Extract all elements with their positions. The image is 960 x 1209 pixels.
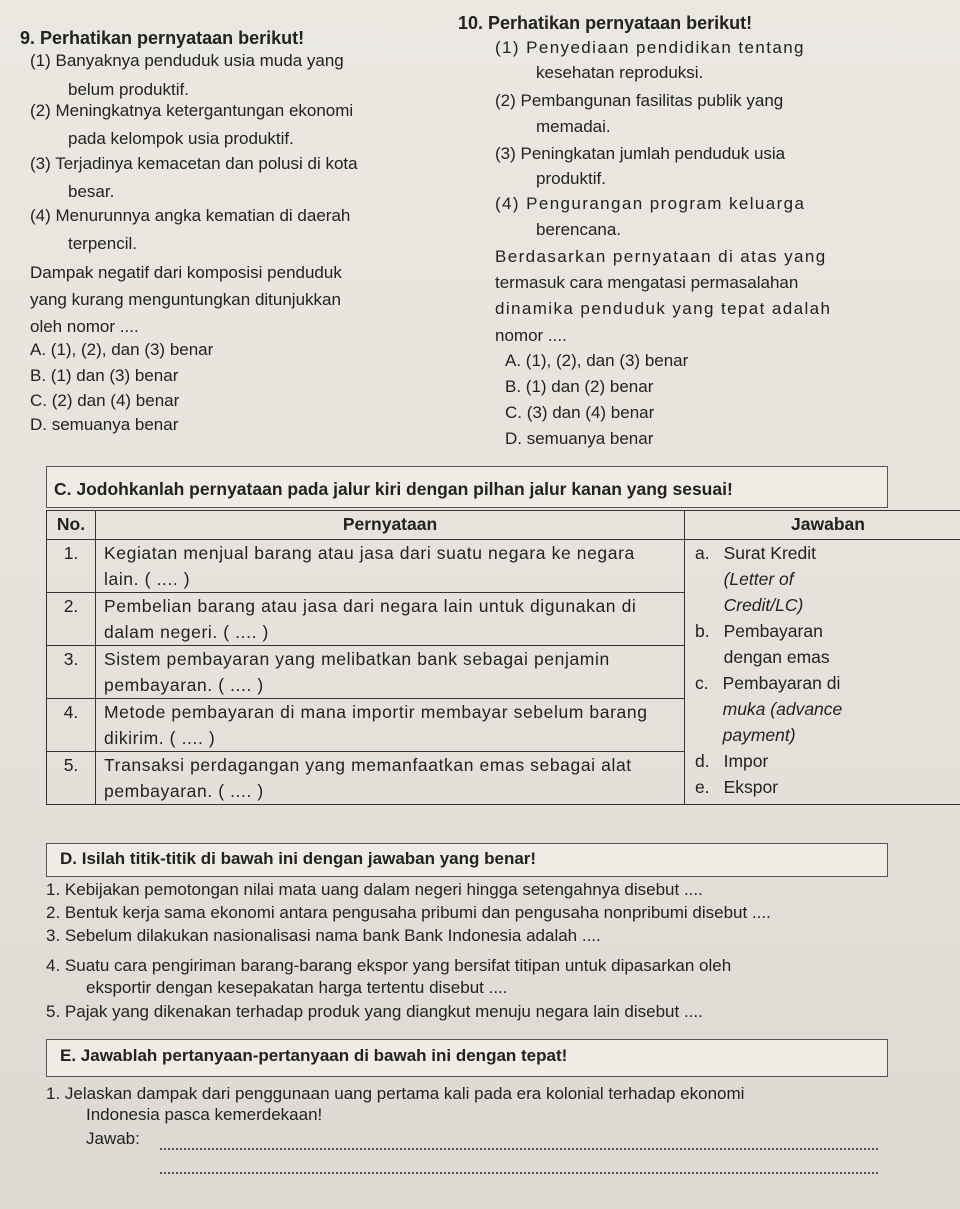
answer-line: Impor: [723, 751, 769, 771]
answer-options: [685, 540, 960, 805]
statement-line: Transaksi perdagangan yang memanfaatkan emas sebagai alat: [104, 755, 632, 775]
d-item-3: 3. Sebelum dilakukan nasionalisasi nama bank Bank Indonesia adalah ....: [46, 926, 601, 945]
q9-item-4: (4) Menurunnya angka kematian di daerah: [30, 206, 351, 225]
d-item-5: 5. Pajak yang dikenakan terhadap produk yang diangkut menuju negara lain disebut ....: [46, 1002, 703, 1021]
q9-item-4-cont: terpencil.: [68, 234, 137, 253]
q10-item-4: (4) Pengurangan program keluarga: [495, 194, 806, 213]
statement-line: Kegiatan menjual barang atau jasa dari suatu negara ke negara: [104, 543, 635, 563]
statement-line: dalam negeri. ( .... ): [104, 622, 269, 642]
q10-item-3-cont: produktif.: [536, 169, 606, 188]
answer-option-c: [695, 670, 960, 748]
section-e-title: E. Jawablah pertanyaan-pertanyaan di bawah ini dengan tepat!: [60, 1046, 568, 1065]
q10-item-2-cont: memadai.: [536, 117, 611, 136]
d-item-2: 2. Bentuk kerja sama ekonomi antara pengusaha pribumi dan pengusaha nonpribumi disebut ....: [46, 903, 771, 922]
statement-line: Pembelian barang atau jasa dari negara lain untuk digunakan di: [104, 596, 637, 616]
row-statement: [96, 699, 685, 752]
row-number: 2.: [47, 593, 96, 646]
row-number: 5.: [47, 752, 96, 805]
answer-line: Ekspor: [723, 777, 779, 797]
answer-line: Pembayaran: [723, 621, 823, 641]
answer-line: (Letter of: [723, 569, 794, 589]
row-number: 3.: [47, 646, 96, 699]
q9-item-1-cont: belum produktif.: [68, 80, 189, 99]
answer-label: Jawab:: [86, 1129, 140, 1148]
q9-title: 9. Perhatikan pernyataan berikut!: [20, 28, 305, 48]
answer-option-d: [695, 748, 960, 774]
e-question-1: 1. Jelaskan dampak dari penggunaan uang pertama kali pada era kolonial terhadap ekonomi: [46, 1084, 745, 1103]
row-statement: [96, 646, 685, 699]
answer-letter: e.: [695, 777, 710, 797]
q10-question-line-2: termasuk cara mengatasi permasalahan: [495, 273, 799, 292]
statement-line: Sistem pembayaran yang melibatkan bank sebagai penjamin: [104, 649, 610, 669]
row-number: 1.: [47, 540, 96, 593]
row-number: 4.: [47, 699, 96, 752]
answer-line: Credit/LC): [723, 595, 804, 615]
section-c-title: C. Jodohkanlah pernyataan pada jalur kiri dengan pilhan jalur kanan yang sesuai!: [54, 479, 733, 499]
d-item-1: 1. Kebijakan pemotongan nilai mata uang dalam negeri hingga setengahnya disebut ....: [46, 880, 703, 899]
answer-letter: a.: [695, 543, 710, 563]
q10-option-a: A. (1), (2), dan (3) benar: [505, 351, 689, 370]
answer-option-a: [695, 540, 960, 618]
q9-item-3: (3) Terjadinya kemacetan dan polusi di kota: [30, 154, 358, 173]
d-item-4: 4. Suatu cara pengiriman barang-barang ekspor yang bersifat titipan untuk dipasarkan oleh: [46, 956, 732, 975]
answer-line: muka (advance: [722, 699, 843, 719]
answer-letter: d.: [695, 751, 710, 771]
q9-option-a: A. (1), (2), dan (3) benar: [30, 340, 214, 359]
answer-line: Pembayaran di: [722, 673, 841, 693]
row-statement: [96, 593, 685, 646]
q10-option-b: B. (1) dan (2) benar: [505, 377, 654, 396]
answer-line: payment): [722, 725, 796, 745]
matching-table: [46, 510, 960, 805]
q9-option-d: D. semuanya benar: [30, 415, 179, 434]
q10-item-2: (2) Pembangunan fasilitas publik yang: [495, 91, 784, 110]
table-header-answer: Jawaban: [685, 511, 960, 540]
answer-line-1[interactable]: [160, 1148, 878, 1150]
statement-line: dikirim. ( .... ): [104, 728, 216, 748]
q10-item-4-cont: berencana.: [536, 220, 622, 239]
q10-item-3: (3) Peningkatan jumlah penduduk usia: [495, 144, 786, 163]
q9-question-line-2: yang kurang menguntungkan ditunjukkan: [30, 290, 341, 309]
table-header-no: No.: [47, 511, 96, 540]
q9-item-2-cont: pada kelompok usia produktif.: [68, 129, 294, 148]
q9-item-2: (2) Meningkatnya ketergantungan ekonomi: [30, 101, 354, 120]
q9-question-line-3: oleh nomor ....: [30, 317, 139, 336]
q10-item-1-cont: kesehatan reproduksi.: [536, 63, 704, 82]
e-question-1-cont: Indonesia pasca kemerdekaan!: [86, 1105, 323, 1124]
q10-question-line-1: Berdasarkan pernyataan di atas yang: [495, 247, 827, 266]
table-row: [47, 540, 960, 593]
answer-letter: b.: [695, 621, 710, 641]
q9-item-1: (1) Banyaknya penduduk usia muda yang: [30, 51, 344, 70]
answer-option-b: [695, 618, 960, 670]
q10-option-c: C. (3) dan (4) benar: [505, 403, 655, 422]
q10-question-line-4: nomor ....: [495, 326, 567, 345]
q9-option-c: C. (2) dan (4) benar: [30, 391, 180, 410]
q10-question-line-3: dinamika penduduk yang tepat adalah: [495, 299, 832, 318]
answer-line-2[interactable]: [160, 1172, 878, 1174]
q9-option-b: B. (1) dan (3) benar: [30, 366, 179, 385]
row-statement: [96, 540, 685, 593]
d-item-4-cont: eksportir dengan kesepakatan harga tertentu disebut ....: [86, 978, 508, 997]
q10-option-d: D. semuanya benar: [505, 429, 654, 448]
row-statement: [96, 752, 685, 805]
statement-line: lain. ( .... ): [104, 569, 191, 589]
answer-letter: c.: [695, 673, 709, 693]
q9-item-3-cont: besar.: [68, 182, 115, 201]
statement-line: Metode pembayaran di mana importir membayar sebelum barang: [104, 702, 648, 722]
statement-line: pembayaran. ( .... ): [104, 781, 264, 801]
statement-line: pembayaran. ( .... ): [104, 675, 264, 695]
table-header-statement: Pernyataan: [96, 511, 685, 540]
q10-title: 10. Perhatikan pernyataan berikut!: [458, 13, 753, 33]
q10-item-1: (1) Penyediaan pendidikan tentang: [495, 38, 805, 57]
answer-option-e: [695, 774, 960, 800]
section-d-title: D. Isilah titik-titik di bawah ini dengan jawaban yang benar!: [60, 849, 537, 868]
q9-question-line-1: Dampak negatif dari komposisi penduduk: [30, 263, 342, 282]
answer-line: dengan emas: [723, 647, 830, 667]
answer-line: Surat Kredit: [723, 543, 817, 563]
